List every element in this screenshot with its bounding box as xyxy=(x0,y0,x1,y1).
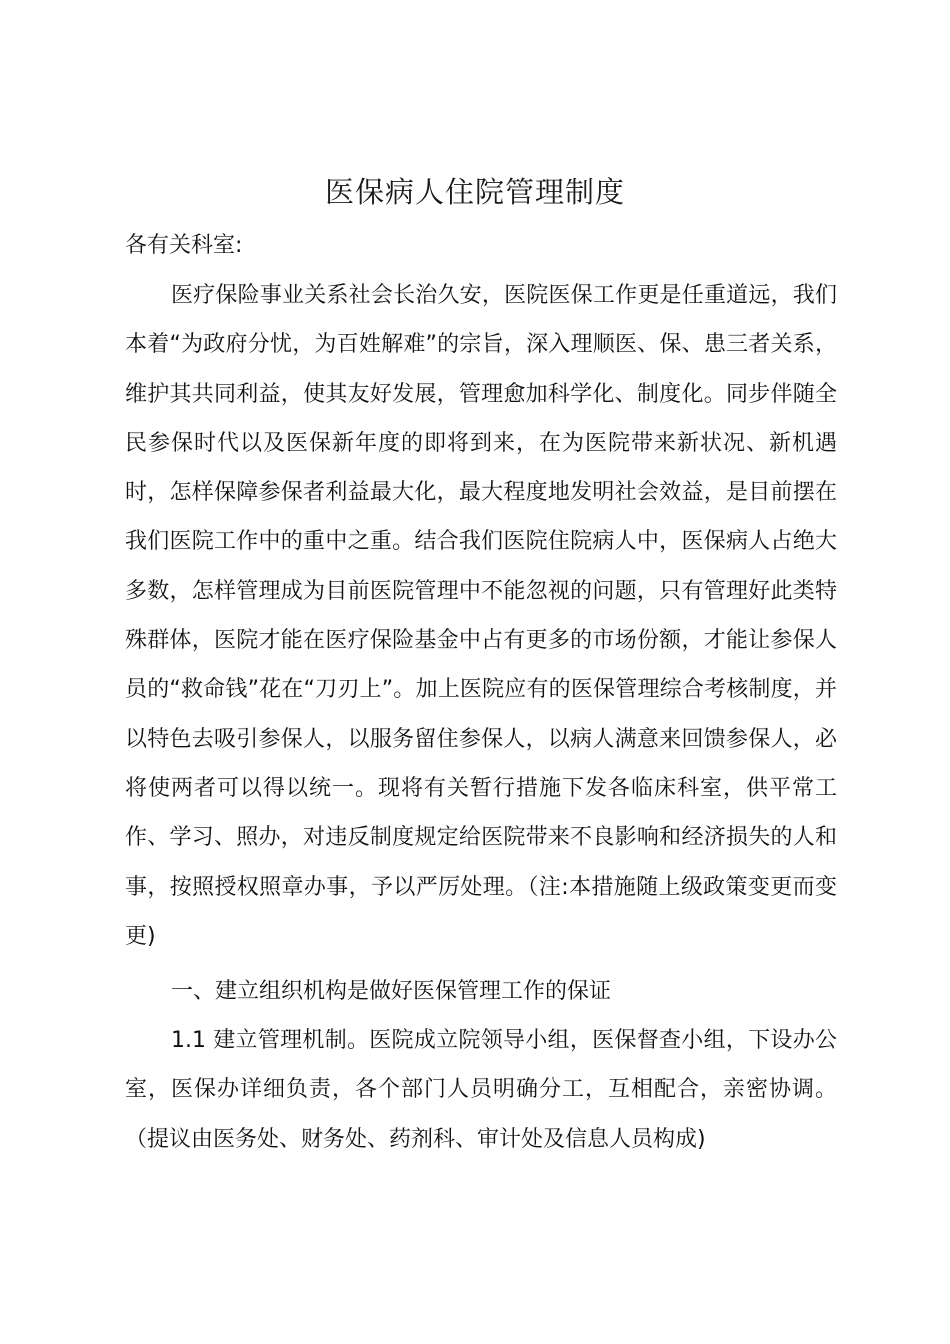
document-title: 医保病人住院管理制度 xyxy=(324,175,625,209)
salutation: 各有关科室: xyxy=(125,233,243,258)
section-heading-1: 一、建立组织机构是做好医保管理工作的保证 xyxy=(171,979,612,1004)
body-paragraph-intro: 医疗保险事业关系社会长治久安，医院医保工作更是任重道远，我们本着“为政府分忧，为百姓解难”的宗旨，深入理顺医、保、患三者关系，维护其共同利益，使其友好发展，管理愈加科学化、制度化。同步伴随全民参保时代以及医保新年度的即将到来，在为医院带来新状况、新机遇时，怎样保障参保者利益最大化，最大程度地发明社会效益，是目前摆在我们医院工作中的重中之重。结合我们医院住院病人中，医保病人占绝大多数，怎样管理成为目前医院管理中不能忽视的问题，只有管理好此类特殊群体，医院才能在医疗保险基金中占有更多的市场份额，才能让参保人员的“救命钱”花在“刀刃上”。加上医院应有的医保管理综合考核制度，并以特色去吸引参保人，以服务留住参保人，以病人满意来回馈参保人，必将使两者可以得以统一。现将有关暂行措施下发各临床科室，供平常工作、学习、照办，对违反制度规定给医院带来不良影响和经济损失的人和事，按照授权照章办事，予以严厉处理。（注:本措施随上级政策变更而变更) xyxy=(125,283,837,949)
body-paragraph-1-1: 1.1 建立管理机制。医院成立院领导小组，医保督查小组，下设办公室，医保办详细负责，各个部门人员明确分工，互相配合，亲密协调。（提议由医务处、财务处、药剂科、审计处及信息人员构成) xyxy=(125,1028,837,1152)
